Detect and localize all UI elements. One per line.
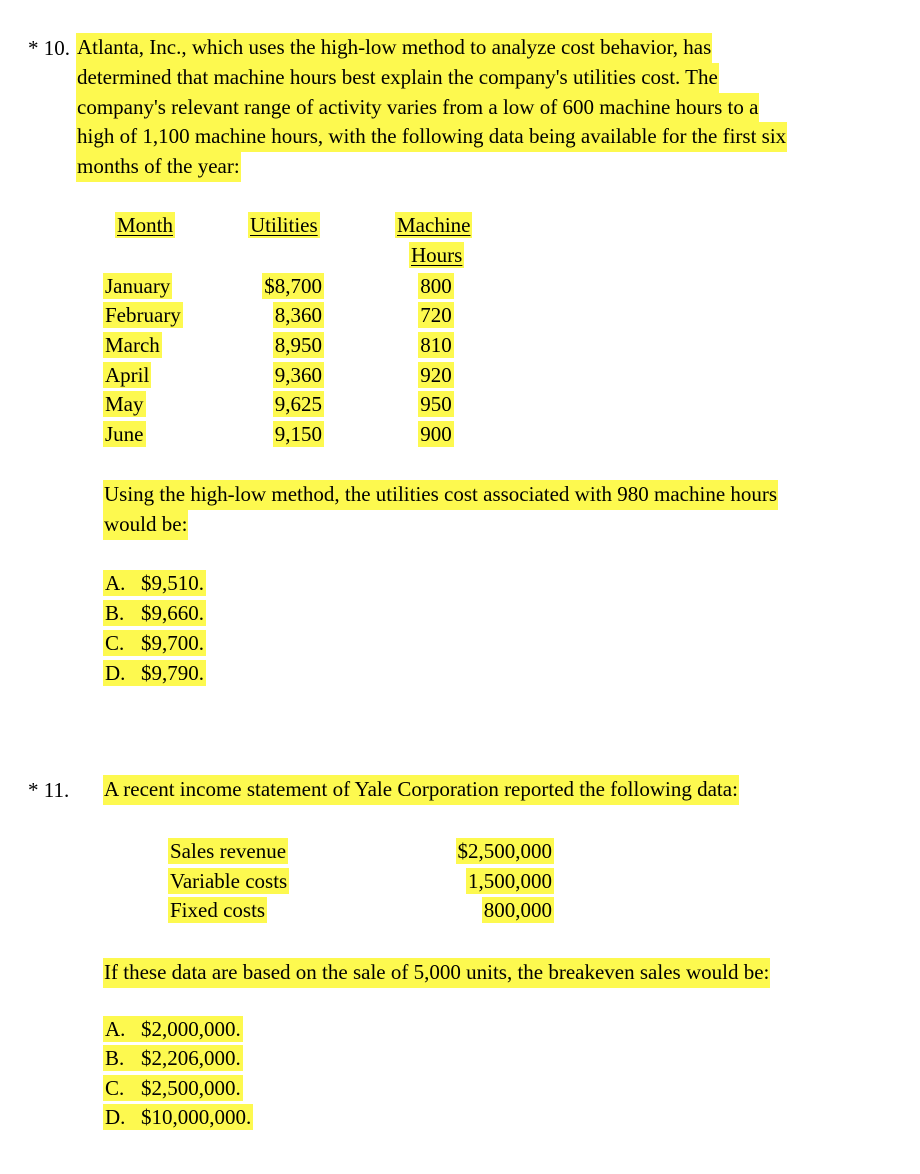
month-cell: March [105,333,160,357]
line-item-label: Variable costs [170,869,288,893]
utilities-cell: 9,150 [274,422,322,446]
utilities-cell: $8,700 [264,274,322,298]
utilities-cell: 8,950 [274,333,322,357]
column-header-month: Month [117,213,174,237]
question-10-prompt-line: would be: [103,510,188,540]
hours-cell: 720 [420,303,452,327]
answer-option-a[interactable]: A. $2,000,000. [105,1017,241,1041]
hours-cell: 810 [420,333,452,357]
hours-cell: 950 [420,392,452,416]
utilities-cell: 9,360 [274,363,322,387]
question-11-prompt: If these data are based on the sale of 5,000 units, the breakeven sales would be: [103,958,770,988]
answer-option-d[interactable]: D. $9,790. [105,661,204,685]
utilities-cell: 9,625 [274,392,322,416]
column-header-hours: Hours [411,243,463,267]
month-cell: January [105,274,171,298]
line-item-label: Sales revenue [170,839,287,863]
question-10-prompt-line: Using the high-low method, the utilities cost associated with 980 machine hours [103,480,778,510]
column-header-machine: Machine [397,213,471,237]
line-item-value: $2,500,000 [457,839,552,863]
hours-cell: 800 [420,274,452,298]
line-item-value: 800,000 [483,898,552,922]
answer-option-a[interactable]: A. $9,510. [105,571,204,595]
answer-option-c[interactable]: C. $2,500,000. [105,1076,241,1100]
utilities-cell: 8,360 [274,303,322,327]
column-header-utilities: Utilities [250,213,318,237]
line-item-value: 1,500,000 [468,869,552,893]
question-10-line: company's relevant range of activity varies from a low of 600 machine hours to a [76,93,759,123]
question-11-number: * 11. [28,778,70,802]
line-item-label: Fixed costs [170,898,266,922]
answer-option-b[interactable]: B. $2,206,000. [105,1046,241,1070]
answer-option-d[interactable]: D. $10,000,000. [105,1105,252,1129]
question-10-line: high of 1,100 machine hours, with the following data being available for the first six [76,122,787,152]
question-10-line: Atlanta, Inc., which uses the high-low method to analyze cost behavior, has [76,33,712,63]
question-10-prompt [103,480,778,540]
answer-option-b[interactable]: B. $9,660. [105,601,204,625]
question-10-line: determined that machine hours best explain the company's utilities cost. The [76,63,719,93]
answer-option-c[interactable]: C. $9,700. [105,631,204,655]
question-10-text [76,33,787,182]
month-cell: February [105,303,181,327]
question-10-number: * 10. [28,36,70,60]
month-cell: June [105,422,144,446]
month-cell: May [105,392,144,416]
question-10-line: months of the year: [76,152,241,182]
month-cell: April [105,363,150,387]
hours-cell: 920 [420,363,452,387]
question-11-intro: A recent income statement of Yale Corporation reported the following data: [103,775,739,805]
hours-cell: 900 [420,422,452,446]
